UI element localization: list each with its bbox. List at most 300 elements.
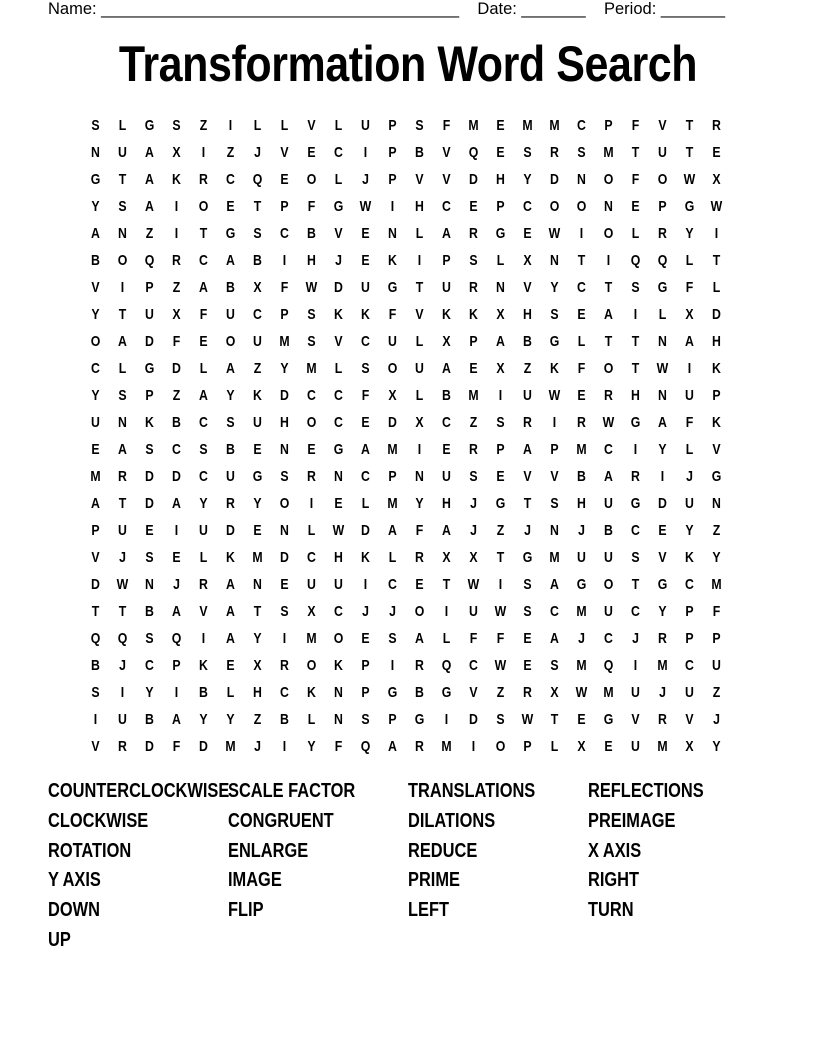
- grid-letter: F: [631, 117, 640, 134]
- grid-letter: U: [118, 144, 127, 161]
- grid-letter: N: [334, 684, 343, 701]
- grid-letter: Z: [712, 684, 721, 701]
- grid-letter: G: [252, 468, 263, 485]
- grid-letter: N: [604, 198, 613, 215]
- grid-letter: B: [442, 387, 451, 404]
- grid-letter: I: [201, 630, 206, 647]
- grid-letter: B: [280, 711, 289, 728]
- grid-letter: S: [226, 414, 235, 431]
- grid-letter: O: [198, 198, 209, 215]
- grid-letter: Y: [658, 603, 667, 620]
- grid-letter: T: [496, 549, 505, 566]
- grid-letter: C: [523, 198, 532, 215]
- grid-letter: J: [524, 522, 531, 539]
- grid-letter: F: [334, 738, 343, 755]
- grid-letter: U: [685, 387, 694, 404]
- grid-letter: M: [657, 738, 668, 755]
- grid-letter: U: [145, 306, 154, 323]
- grid-letter: G: [333, 198, 344, 215]
- grid-letter: C: [361, 333, 370, 350]
- grid-letter: L: [415, 225, 424, 242]
- grid-letter: H: [712, 333, 721, 350]
- grid-letter: A: [442, 225, 451, 242]
- grid-letter: N: [118, 414, 127, 431]
- grid-letter: B: [172, 414, 181, 431]
- grid-letter: Y: [199, 711, 208, 728]
- grid-letter: M: [387, 495, 398, 512]
- grid-letter: U: [604, 603, 613, 620]
- word-bank-item: COUNTERCLOCKWISE: [48, 780, 230, 802]
- grid-letter: E: [469, 198, 478, 215]
- grid-letter: W: [602, 414, 615, 431]
- grid-letter: F: [685, 279, 694, 296]
- grid-letter: L: [334, 171, 343, 188]
- grid-letter: U: [442, 279, 451, 296]
- grid-letter: N: [658, 333, 667, 350]
- grid-letter: N: [415, 468, 424, 485]
- grid-letter: M: [468, 117, 479, 134]
- grid-letter: T: [415, 279, 424, 296]
- grid-letter: O: [603, 360, 614, 377]
- grid-letter: K: [145, 414, 154, 431]
- grid-letter: L: [361, 495, 370, 512]
- grid-letter: R: [172, 252, 181, 269]
- grid-letter: X: [685, 738, 694, 755]
- grid-letter: D: [658, 495, 667, 512]
- grid-letter: Q: [171, 630, 182, 647]
- grid-letter: W: [710, 198, 723, 215]
- grid-letter: G: [495, 495, 506, 512]
- grid-letter: V: [415, 171, 424, 188]
- grid-letter: V: [523, 468, 532, 485]
- grid-letter: U: [658, 144, 667, 161]
- grid-letter: R: [469, 225, 478, 242]
- grid-letter: X: [172, 306, 181, 323]
- grid-letter: F: [442, 117, 451, 134]
- grid-letter: I: [390, 657, 395, 674]
- grid-letter: Z: [496, 684, 505, 701]
- grid-letter: L: [658, 306, 667, 323]
- grid-letter: S: [469, 252, 478, 269]
- grid-letter: P: [388, 468, 397, 485]
- grid-letter: X: [253, 657, 262, 674]
- grid-letter: L: [415, 333, 424, 350]
- grid-letter: Q: [657, 252, 668, 269]
- grid-letter: W: [548, 225, 561, 242]
- grid-letter: L: [199, 549, 208, 566]
- grid-letter: V: [469, 684, 478, 701]
- grid-letter: T: [685, 144, 694, 161]
- grid-letter: F: [631, 171, 640, 188]
- grid-letter: Q: [630, 252, 641, 269]
- grid-letter: G: [333, 441, 344, 458]
- grid-letter: R: [577, 414, 586, 431]
- grid-letter: C: [469, 657, 478, 674]
- grid-letter: I: [633, 657, 638, 674]
- grid-letter: H: [523, 306, 532, 323]
- grid-letter: M: [279, 333, 290, 350]
- grid-letter: U: [118, 711, 127, 728]
- grid-letter: S: [91, 684, 100, 701]
- grid-letter: L: [280, 117, 289, 134]
- grid-letter: H: [415, 198, 424, 215]
- grid-letter: Z: [253, 711, 262, 728]
- grid-letter: V: [712, 441, 721, 458]
- grid-letter: C: [631, 522, 640, 539]
- grid-letter: K: [685, 549, 694, 566]
- grid-letter: Z: [253, 360, 262, 377]
- grid-letter: L: [550, 738, 559, 755]
- grid-letter: P: [172, 657, 181, 674]
- grid-letter: S: [523, 144, 532, 161]
- grid-letter: A: [199, 387, 208, 404]
- grid-letter: Y: [91, 306, 100, 323]
- grid-letter: G: [144, 117, 155, 134]
- grid-letter: V: [550, 468, 559, 485]
- grid-letter: A: [226, 360, 235, 377]
- grid-letter: E: [172, 549, 181, 566]
- grid-letter: V: [91, 279, 100, 296]
- word-bank-item: REDUCE: [408, 839, 478, 862]
- word-bank-item: UP: [48, 928, 71, 951]
- grid-letter: G: [630, 414, 641, 431]
- grid-letter: I: [471, 738, 476, 755]
- grid-letter: V: [280, 144, 289, 161]
- grid-letter: A: [145, 171, 154, 188]
- grid-letter: I: [93, 711, 98, 728]
- grid-letter: R: [199, 171, 208, 188]
- grid-letter: H: [253, 684, 262, 701]
- grid-letter: P: [388, 711, 397, 728]
- grid-letter: N: [334, 711, 343, 728]
- grid-letter: L: [712, 279, 721, 296]
- grid-letter: N: [145, 576, 154, 593]
- grid-letter: R: [118, 738, 127, 755]
- grid-letter: X: [307, 603, 316, 620]
- grid-letter: W: [359, 198, 372, 215]
- grid-letter: D: [145, 333, 154, 350]
- grid-letter: O: [90, 333, 101, 350]
- grid-letter: Q: [117, 630, 128, 647]
- grid-letter: Q: [603, 657, 614, 674]
- grid-letter: S: [361, 711, 370, 728]
- grid-letter: J: [362, 603, 369, 620]
- grid-letter: W: [521, 711, 534, 728]
- grid-letter: K: [550, 360, 559, 377]
- word-bank-item: SCALE FACTOR: [228, 780, 356, 802]
- grid-letter: S: [388, 630, 397, 647]
- grid-letter: Y: [91, 387, 100, 404]
- grid-letter: M: [603, 144, 614, 161]
- grid-letter: Q: [144, 252, 155, 269]
- grid-letter: C: [145, 657, 154, 674]
- grid-letter: R: [550, 144, 559, 161]
- grid-letter: E: [280, 171, 289, 188]
- grid-letter: E: [496, 468, 505, 485]
- grid-letter: O: [306, 414, 317, 431]
- grid-letter: U: [361, 279, 370, 296]
- grid-letter: W: [656, 360, 669, 377]
- grid-letter: A: [91, 225, 100, 242]
- grid-letter: J: [470, 495, 477, 512]
- grid-letter: K: [361, 306, 370, 323]
- grid-letter: I: [363, 576, 368, 593]
- grid-letter: G: [414, 711, 425, 728]
- grid-letter: J: [578, 630, 585, 647]
- grid-letter: E: [361, 630, 370, 647]
- grid-letter: A: [415, 630, 424, 647]
- grid-letter: F: [172, 333, 181, 350]
- grid-letter: P: [388, 117, 397, 134]
- grid-letter: I: [309, 495, 314, 512]
- grid-letter: I: [417, 441, 422, 458]
- grid-letter: B: [253, 252, 262, 269]
- grid-letter: A: [442, 360, 451, 377]
- grid-letter: W: [683, 171, 696, 188]
- grid-letter: S: [523, 603, 532, 620]
- grid-letter: K: [226, 549, 235, 566]
- grid-letter: T: [442, 576, 451, 593]
- grid-letter: A: [388, 738, 397, 755]
- grid-letter: N: [91, 144, 100, 161]
- grid-letter: C: [631, 603, 640, 620]
- grid-letter: I: [633, 306, 638, 323]
- grid-letter: X: [496, 306, 505, 323]
- grid-letter: A: [496, 333, 505, 350]
- grid-letter: K: [388, 252, 397, 269]
- grid-letter: V: [658, 549, 667, 566]
- grid-letter: N: [334, 468, 343, 485]
- grid-letter: D: [361, 522, 370, 539]
- grid-letter: S: [118, 387, 127, 404]
- grid-letter: X: [577, 738, 586, 755]
- grid-letter: V: [523, 279, 532, 296]
- grid-letter: D: [334, 279, 343, 296]
- grid-letter: S: [550, 657, 559, 674]
- grid-letter: L: [685, 441, 694, 458]
- grid-letter: B: [415, 144, 424, 161]
- grid-letter: R: [523, 414, 532, 431]
- grid-letter: F: [577, 360, 586, 377]
- grid-letter: F: [361, 387, 370, 404]
- grid-letter: J: [362, 171, 369, 188]
- grid-letter: O: [333, 630, 344, 647]
- grid-letter: E: [361, 414, 370, 431]
- grid-letter: U: [415, 360, 424, 377]
- grid-letter: S: [145, 549, 154, 566]
- grid-letter: P: [145, 387, 154, 404]
- grid-letter: R: [658, 225, 667, 242]
- grid-letter: O: [576, 198, 587, 215]
- grid-letter: M: [225, 738, 236, 755]
- grid-letter: C: [253, 306, 262, 323]
- word-bank-item: TRANSLATIONS: [408, 780, 536, 802]
- grid-letter: S: [172, 117, 181, 134]
- grid-letter: G: [387, 279, 398, 296]
- grid-letter: O: [603, 576, 614, 593]
- grid-letter: I: [174, 225, 179, 242]
- grid-letter: P: [496, 441, 505, 458]
- grid-letter: C: [199, 468, 208, 485]
- grid-letter: N: [388, 225, 397, 242]
- grid-letter: G: [576, 576, 587, 593]
- grid-letter: H: [334, 549, 343, 566]
- student-info-line: Name: _______________________________________ Date: _______ Period: _______: [48, 0, 726, 18]
- grid-letter: B: [145, 603, 154, 620]
- grid-letter: Y: [253, 630, 262, 647]
- grid-letter: J: [713, 711, 720, 728]
- word-bank-item: REFLECTIONS: [588, 780, 704, 802]
- letter-grid: [82, 112, 730, 760]
- word-bank-item: Y AXIS: [48, 869, 101, 892]
- grid-letter: Y: [91, 198, 100, 215]
- grid-letter: O: [603, 171, 614, 188]
- grid-letter: P: [361, 684, 370, 701]
- grid-letter: E: [361, 252, 370, 269]
- grid-letter: E: [361, 225, 370, 242]
- grid-letter: E: [658, 522, 667, 539]
- grid-letter: J: [686, 468, 693, 485]
- grid-letter: G: [657, 279, 668, 296]
- grid-letter: T: [523, 495, 532, 512]
- grid-letter: I: [390, 198, 395, 215]
- grid-letter: U: [334, 576, 343, 593]
- grid-letter: M: [576, 603, 587, 620]
- grid-letter: R: [415, 738, 424, 755]
- grid-letter: E: [307, 441, 316, 458]
- grid-letter: U: [91, 414, 100, 431]
- grid-letter: U: [685, 495, 694, 512]
- grid-letter: I: [282, 738, 287, 755]
- grid-letter: E: [577, 387, 586, 404]
- grid-letter: P: [523, 738, 532, 755]
- grid-letter: R: [280, 657, 289, 674]
- grid-letter: F: [307, 198, 316, 215]
- grid-letter: U: [577, 549, 586, 566]
- word-bank: [48, 777, 768, 956]
- grid-letter: Y: [226, 711, 235, 728]
- grid-letter: C: [280, 225, 289, 242]
- grid-letter: F: [685, 414, 694, 431]
- grid-letter: T: [631, 360, 640, 377]
- grid-letter: H: [631, 387, 640, 404]
- grid-letter: E: [145, 522, 154, 539]
- grid-letter: R: [199, 576, 208, 593]
- grid-letter: C: [550, 603, 559, 620]
- grid-letter: A: [145, 144, 154, 161]
- grid-letter: W: [305, 279, 318, 296]
- word-bank-item: CLOCKWISE: [48, 809, 149, 832]
- grid-letter: P: [361, 657, 370, 674]
- grid-letter: K: [712, 360, 721, 377]
- grid-letter: E: [199, 333, 208, 350]
- grid-letter: U: [253, 333, 262, 350]
- grid-letter: B: [91, 252, 100, 269]
- grid-letter: I: [282, 630, 287, 647]
- grid-letter: S: [496, 414, 505, 431]
- grid-letter: M: [90, 468, 101, 485]
- grid-letter: M: [306, 360, 317, 377]
- grid-letter: P: [280, 306, 289, 323]
- grid-letter: X: [685, 306, 694, 323]
- grid-letter: P: [550, 441, 559, 458]
- grid-letter: U: [604, 495, 613, 512]
- grid-letter: K: [307, 684, 316, 701]
- grid-letter: S: [631, 279, 640, 296]
- grid-letter: R: [631, 468, 640, 485]
- grid-letter: O: [387, 360, 398, 377]
- grid-letter: L: [631, 225, 640, 242]
- grid-letter: S: [469, 468, 478, 485]
- grid-letter: D: [172, 468, 181, 485]
- grid-letter: Y: [685, 225, 694, 242]
- grid-letter: T: [631, 144, 640, 161]
- grid-letter: P: [685, 630, 694, 647]
- grid-letter: H: [442, 495, 451, 512]
- grid-letter: T: [631, 576, 640, 593]
- grid-letter: G: [549, 333, 560, 350]
- grid-letter: S: [307, 333, 316, 350]
- grid-letter: I: [714, 225, 719, 242]
- grid-letter: M: [387, 441, 398, 458]
- grid-letter: G: [387, 684, 398, 701]
- grid-letter: Y: [712, 738, 721, 755]
- grid-letter: Z: [523, 360, 532, 377]
- grid-letter: B: [577, 468, 586, 485]
- grid-letter: N: [118, 225, 127, 242]
- word-bank-item: PREIMAGE: [588, 809, 676, 832]
- grid-letter: F: [199, 306, 208, 323]
- grid-letter: K: [334, 306, 343, 323]
- grid-letter: E: [577, 711, 586, 728]
- grid-letter: P: [712, 630, 721, 647]
- grid-letter: G: [144, 360, 155, 377]
- grid-letter: B: [415, 684, 424, 701]
- grid-letter: X: [253, 279, 262, 296]
- grid-letter: S: [523, 576, 532, 593]
- grid-letter: E: [253, 522, 262, 539]
- grid-letter: F: [712, 603, 721, 620]
- grid-letter: A: [226, 576, 235, 593]
- grid-letter: I: [282, 252, 287, 269]
- grid-letter: Z: [199, 117, 208, 134]
- grid-letter: I: [120, 684, 125, 701]
- grid-letter: J: [119, 549, 126, 566]
- grid-letter: E: [442, 441, 451, 458]
- grid-letter: S: [145, 630, 154, 647]
- grid-letter: S: [577, 144, 586, 161]
- grid-letter: G: [711, 468, 722, 485]
- grid-letter: I: [498, 576, 503, 593]
- grid-letter: X: [442, 549, 451, 566]
- grid-letter: R: [469, 441, 478, 458]
- grid-letter: V: [631, 711, 640, 728]
- grid-letter: O: [414, 603, 425, 620]
- grid-letter: C: [334, 603, 343, 620]
- grid-letter: N: [280, 522, 289, 539]
- grid-letter: L: [307, 522, 316, 539]
- grid-letter: S: [280, 468, 289, 485]
- grid-letter: I: [552, 414, 557, 431]
- grid-letter: V: [91, 549, 100, 566]
- grid-letter: S: [550, 306, 559, 323]
- page-title: Transformation Word Search: [118, 36, 698, 92]
- grid-letter: V: [199, 603, 208, 620]
- grid-letter: K: [253, 387, 262, 404]
- grid-letter: Z: [226, 144, 235, 161]
- grid-letter: O: [117, 252, 128, 269]
- grid-letter: C: [199, 252, 208, 269]
